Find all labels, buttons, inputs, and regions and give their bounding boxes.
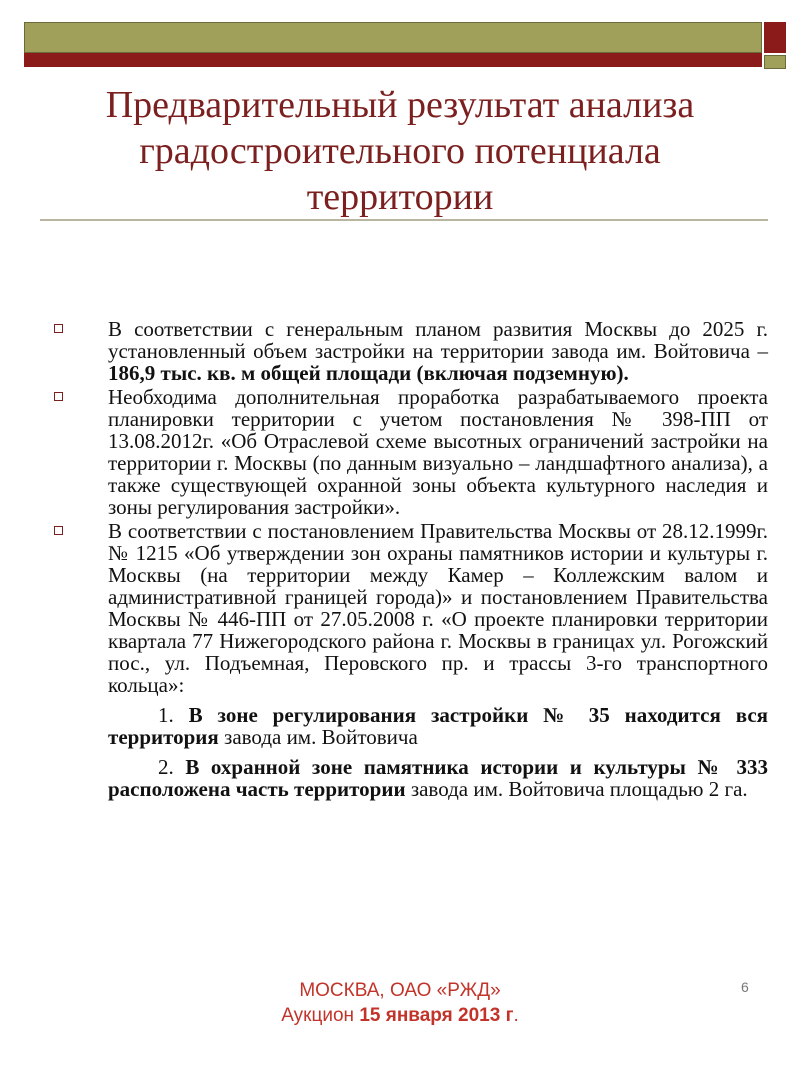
bullet-text: Необходима дополнительная проработка разрабатываемого проекта планировки территории с учетом постановления № 398-ПП от 13.08.2012г. «Об Отраслевой схеме высотных ограничений застройки на территории г. Москвы (по данным визуально – ландшафтного анализа), а также существующей охранной зоны объекта культурного наследия и зоны регулирования застройки». <box>108 385 768 519</box>
slide-content <box>40 318 768 800</box>
sub-item-number: 2. <box>158 755 174 779</box>
title-divider <box>40 219 768 221</box>
footer-date: 15 января 2013 г <box>359 1005 514 1026</box>
bullet-item-1 <box>40 318 768 384</box>
square-bullet-icon <box>54 324 63 333</box>
title-line-2: градостроительного потенциала <box>139 130 661 172</box>
bullet-item-3 <box>40 520 768 696</box>
sub-item-text: завода им. Войтовича <box>218 725 418 749</box>
slide-title <box>40 82 760 220</box>
header-band-red <box>24 53 762 67</box>
footer-line-2 <box>0 1003 800 1028</box>
slide-footer <box>0 978 800 1028</box>
sub-item-bold-text: В зоне регулирования застройки № 35 находится вся территория <box>108 703 769 749</box>
title-line-3: территории <box>306 176 494 218</box>
footer-line-1: МОСКВА, ОАО «РЖД» <box>299 980 501 1001</box>
sub-item-2 <box>40 756 768 800</box>
bullet-text: В соответствии с генеральным планом развития Москвы до 2025 г. установленный объем застройки на территории завода им. Войтовича – <box>108 317 768 363</box>
sub-item-bold-text: В охранной зоне памятника истории и культуры № 333 расположена часть территории <box>108 755 769 801</box>
bullet-item-2 <box>40 386 768 518</box>
square-bullet-icon <box>54 526 63 535</box>
header-square-olive <box>764 55 786 69</box>
page-number: 6 <box>741 979 749 995</box>
sub-item-1 <box>40 704 768 748</box>
sub-item-text: завода им. Войтовича площадью 2 га. <box>405 777 748 801</box>
header-band-olive <box>24 22 762 53</box>
header-square-red <box>764 22 786 53</box>
footer-prefix: Аукцион <box>281 1005 360 1026</box>
sub-item-number: 1. <box>158 703 174 727</box>
footer-suffix: . <box>513 1005 519 1026</box>
bullet-bold-text: 186,9 тыс. кв. м общей площади (включая подземную). <box>108 361 629 385</box>
title-line-1: Предварительный результат анализа <box>105 84 695 126</box>
square-bullet-icon <box>54 392 63 401</box>
bullet-text: В соответствии с постановлением Правительства Москвы от 28.12.1999г. № 1215 «Об утверждении зон охраны памятников истории и культуры г. Москвы (на территории между Камер – Коллежским валом и административной границей города)» и постановлением Правительства Москвы № 446-ПП от 27.05.2008 г. «О проекте планировки территории квартала 77 Нижегородского района г. Москвы в границах ул. Рогожский пос., ул. Подъемная, Перовского пр. и трассы 3-го транспортного кольца»: <box>108 519 768 697</box>
